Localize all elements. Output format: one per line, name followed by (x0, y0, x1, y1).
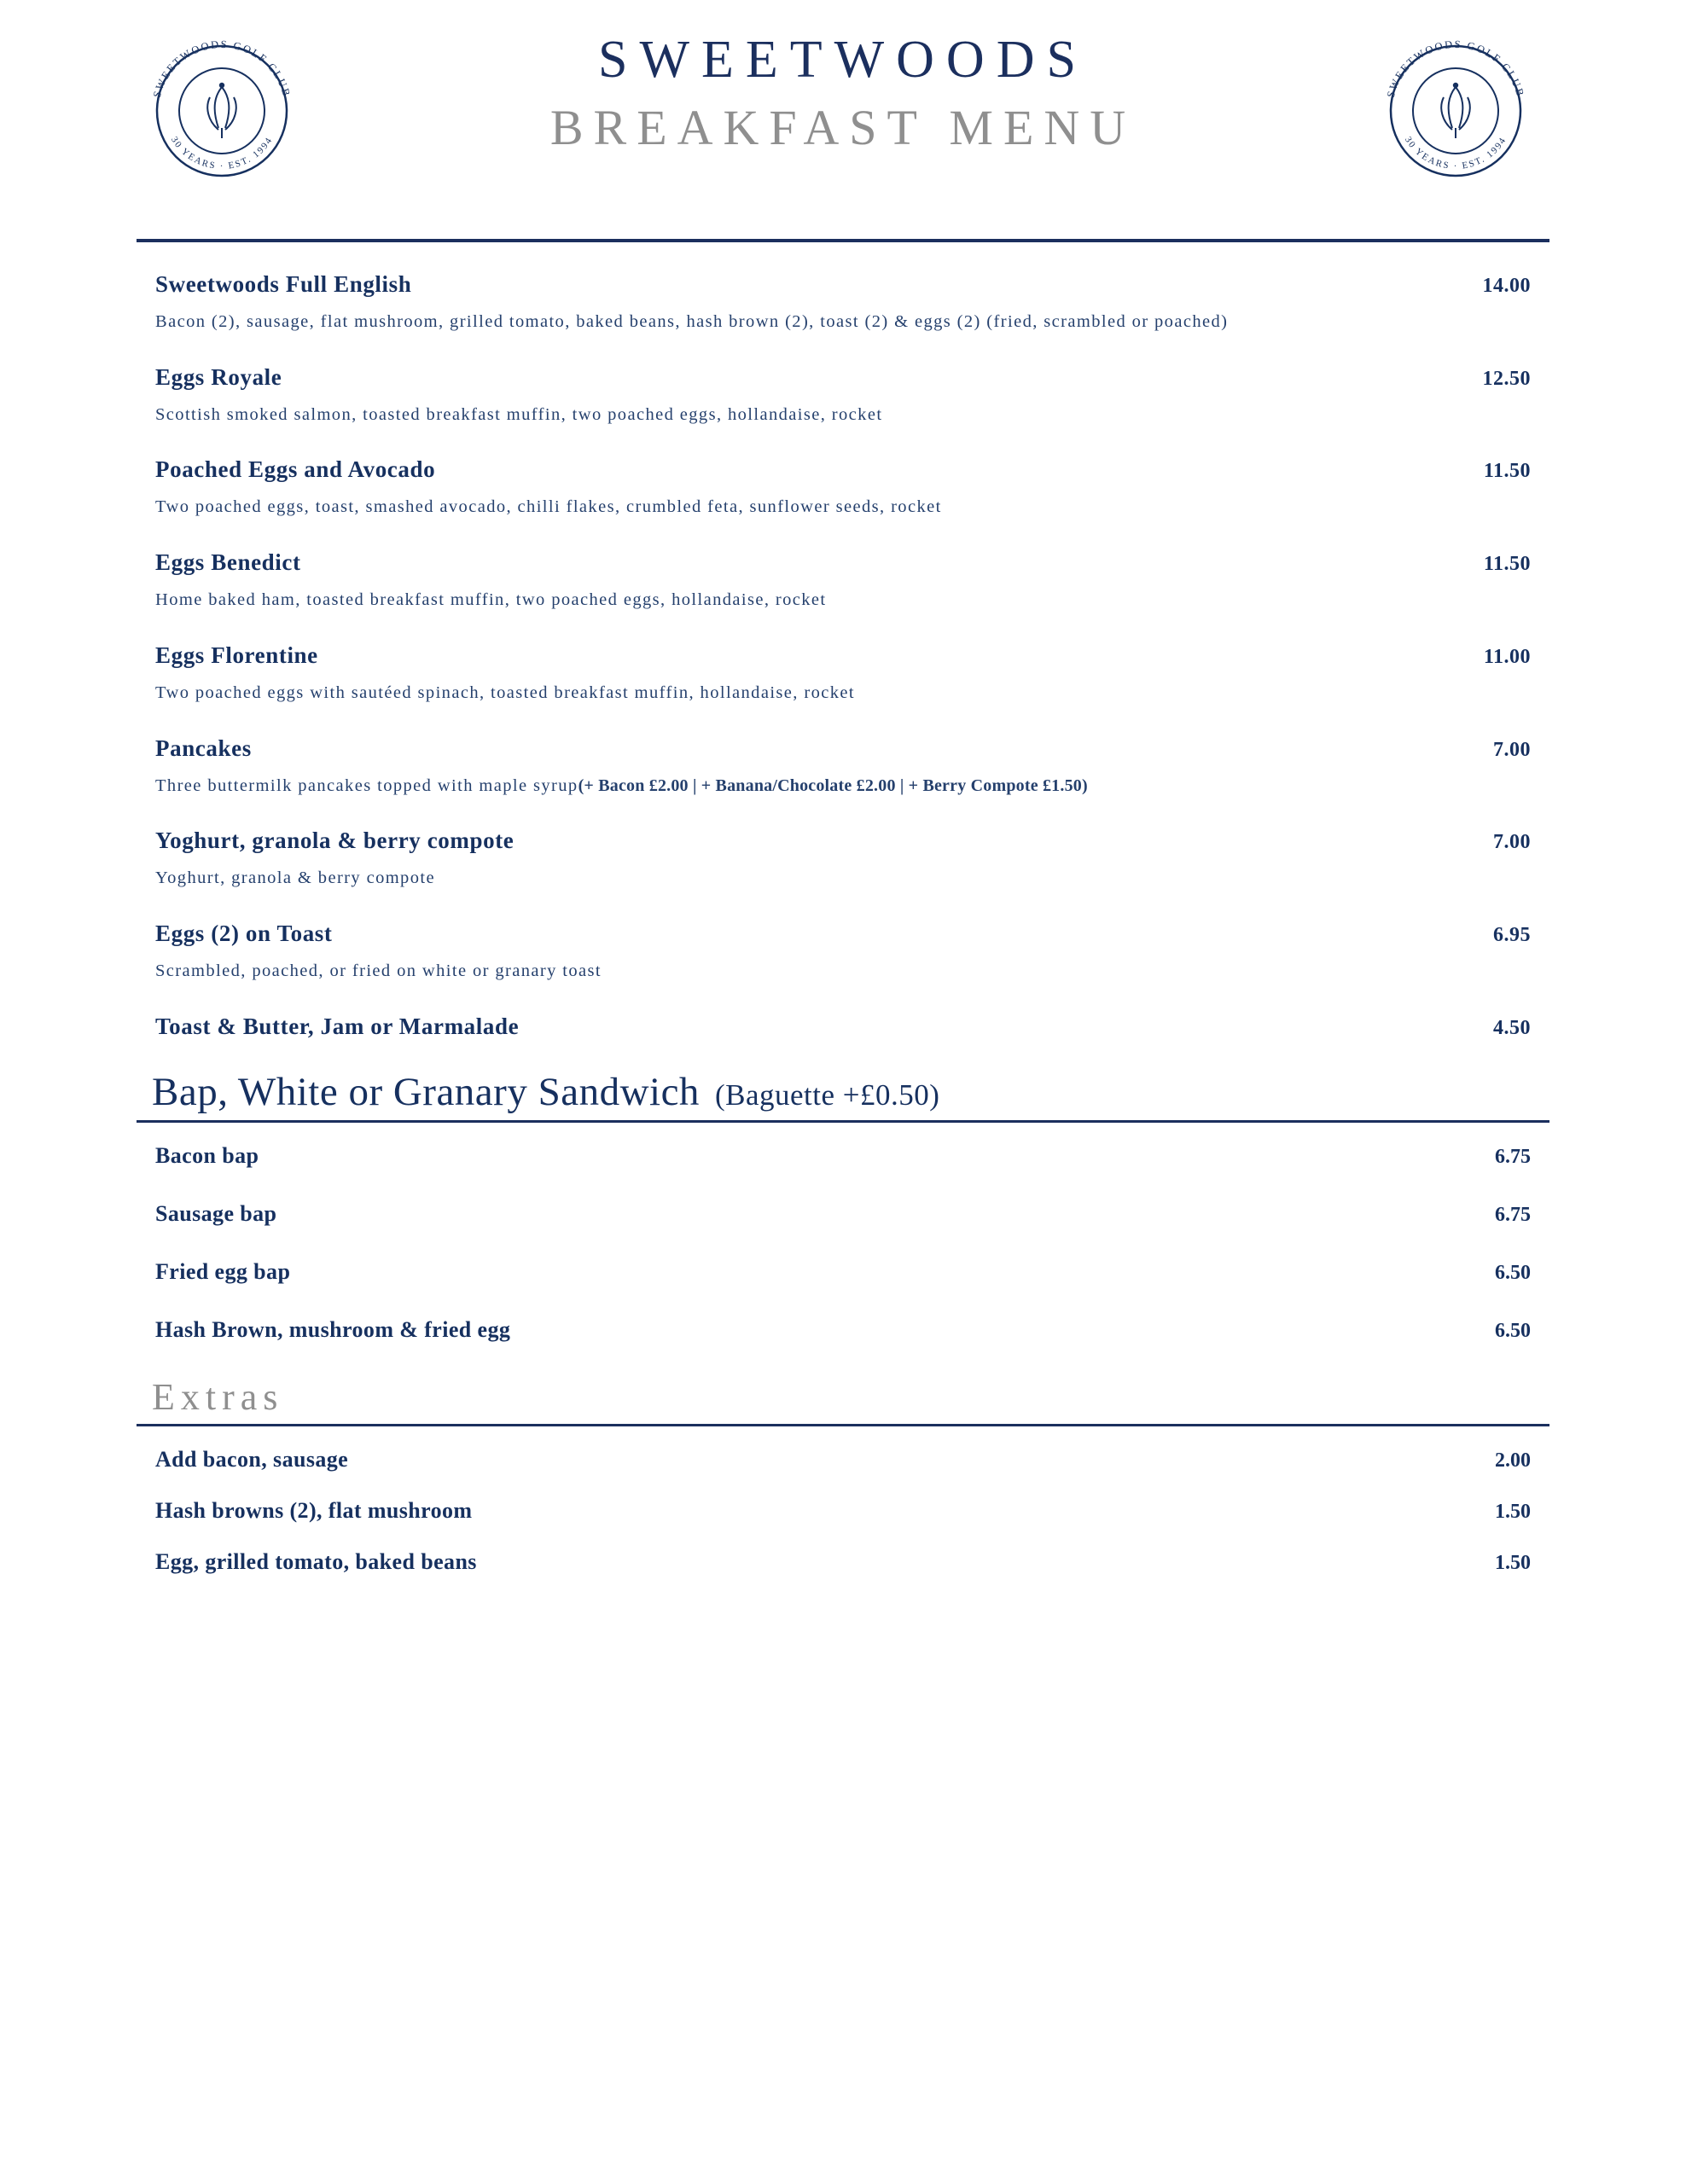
svg-text:SWEETWOODS GOLF CLUB: SWEETWOODS GOLF CLUB (1384, 38, 1527, 99)
menu-item-head (137, 364, 1549, 391)
extras-row-list (137, 1447, 1549, 1575)
menu-item-head (137, 271, 1549, 298)
menu-item (137, 549, 1549, 613)
menu-header (137, 0, 1549, 230)
extras-section-heading (137, 1375, 1549, 1419)
menu-row-price: 6.75 (1495, 1203, 1531, 1226)
menu-item (137, 642, 1549, 706)
menu-item-head (137, 921, 1549, 947)
menu-item-name: Eggs Florentine (155, 642, 318, 668)
menu-row-name: Bacon bap (155, 1142, 259, 1168)
menu-item-head (137, 549, 1549, 576)
menu-item-description (137, 588, 1375, 613)
menu-item-price: 14.00 (1482, 275, 1531, 297)
menu-row (137, 1447, 1549, 1472)
menu-item (137, 921, 1549, 985)
menu-item-description (137, 403, 1375, 428)
menu-item-description-text: Bacon (2), sausage, flat mushroom, grilled tomato, baked beans, hash brown (2), toast (2) & eggs (2) (fried, scrambled or poached) (155, 312, 1229, 331)
menu-item-head (137, 456, 1549, 483)
menu-row-name: Fried egg bap (155, 1258, 291, 1284)
sandwich-section-heading (137, 1069, 1549, 1115)
menu-item-description (137, 681, 1375, 706)
menu-item-price: 12.50 (1482, 367, 1531, 390)
menu-item-price: 11.50 (1483, 460, 1531, 483)
menu-row (137, 1201, 1549, 1227)
menu-item-description-text: Yoghurt, granola & berry compote (155, 868, 435, 888)
page-title: SWEETWOODS (598, 31, 1088, 89)
header-divider (137, 239, 1549, 242)
menu-item-price: 7.00 (1493, 831, 1531, 854)
menu-row-name: Add bacon, sausage (155, 1446, 349, 1472)
menu-item-price: 11.00 (1483, 645, 1531, 668)
menu-item (137, 735, 1549, 799)
breakfast-item-list (137, 271, 1549, 1040)
menu-row (137, 1317, 1549, 1343)
menu-item-name: Eggs Benedict (155, 549, 301, 576)
menu-row-name: Hash Brown, mushroom & fried egg (155, 1316, 511, 1342)
menu-row-price: 1.50 (1495, 1500, 1531, 1523)
menu-item-description (137, 866, 1375, 892)
menu-row (137, 1498, 1549, 1524)
menu-item (137, 364, 1549, 428)
menu-item-head (137, 828, 1549, 854)
menu-row (137, 1549, 1549, 1575)
extras-divider (137, 1424, 1549, 1426)
menu-item-name: Toast & Butter, Jam or Marmalade (155, 1013, 520, 1039)
menu-item (137, 1014, 1549, 1040)
menu-item (137, 271, 1549, 335)
menu-item-name: Sweetwoods Full English (155, 271, 412, 297)
title-block (137, 0, 1549, 160)
menu-row-price: 2.00 (1495, 1449, 1531, 1472)
menu-item-price: 11.50 (1483, 553, 1531, 576)
menu-item-name: Eggs Royale (155, 363, 282, 390)
menu-row-name: Hash browns (2), flat mushroom (155, 1497, 473, 1523)
menu-item-addon-note: (+ Bacon £2.00 | + Banana/Chocolate £2.00 | + Berry Compote £1.50) (578, 775, 1088, 795)
menu-item-name: Pancakes (155, 735, 252, 761)
menu-item-description (137, 959, 1375, 985)
svg-text:30 YEARS · EST. 1994: 30 YEARS · EST. 1994 (168, 135, 276, 172)
extras-section-title: Extras (152, 1375, 284, 1418)
sandwich-section-title: Bap, White or Granary Sandwich (152, 1069, 700, 1114)
menu-item-name: Poached Eggs and Avocado (155, 456, 436, 483)
svg-text:30 YEARS · EST. 1994: 30 YEARS · EST. 1994 (1402, 135, 1509, 172)
sandwich-divider (137, 1120, 1549, 1123)
menu-row-price: 1.50 (1495, 1551, 1531, 1574)
menu-item-head (137, 735, 1549, 762)
menu-item-name: Yoghurt, granola & berry compote (155, 828, 515, 854)
menu-item (137, 828, 1549, 892)
menu-item-head (137, 642, 1549, 669)
menu-item-price: 4.50 (1493, 1016, 1531, 1039)
menu-item (137, 456, 1549, 520)
club-logo-left-icon (137, 26, 307, 196)
menu-item-description (137, 495, 1375, 520)
menu-item-description-text: Scottish smoked salmon, toasted breakfast muffin, two poached eggs, hollandaise, rocket (155, 404, 883, 424)
menu-item-head (137, 1014, 1549, 1040)
menu-row-name: Sausage bap (155, 1200, 277, 1226)
menu-row (137, 1259, 1549, 1285)
sandwich-row-list (137, 1143, 1549, 1343)
menu-row-price: 6.75 (1495, 1145, 1531, 1168)
menu-row-price: 6.50 (1495, 1319, 1531, 1342)
page-subtitle: BREAKFAST MENU (549, 100, 1137, 156)
club-logo-right-icon (1370, 26, 1541, 196)
menu-item-description-text: Home baked ham, toasted breakfast muffin, two poached eggs, hollandaise, rocket (155, 590, 827, 610)
sandwich-section-note: (Baguette +£0.50) (714, 1077, 940, 1112)
menu-item-description-text: Two poached eggs with sautéed spinach, toasted breakfast muffin, hollandaise, rocket (155, 682, 855, 702)
menu-item-description-text: Three buttermilk pancakes topped with maple syrup (155, 775, 578, 795)
menu-item-description (137, 310, 1375, 335)
menu-item-name: Eggs (2) on Toast (155, 921, 333, 947)
menu-item-description-text: Scrambled, poached, or fried on white or granary toast (155, 961, 602, 981)
menu-item-description-text: Two poached eggs, toast, smashed avocado, chilli flakes, crumbled feta, sunflower seeds, rocket (155, 497, 942, 517)
menu-row-price: 6.50 (1495, 1261, 1531, 1284)
menu-row (137, 1143, 1549, 1169)
menu-item-description (137, 774, 1375, 799)
menu-row-name: Egg, grilled tomato, baked beans (155, 1548, 477, 1574)
svg-text:SWEETWOODS GOLF CLUB: SWEETWOODS GOLF CLUB (150, 38, 294, 99)
menu-item-price: 7.00 (1493, 738, 1531, 761)
menu-item-price: 6.95 (1493, 924, 1531, 947)
